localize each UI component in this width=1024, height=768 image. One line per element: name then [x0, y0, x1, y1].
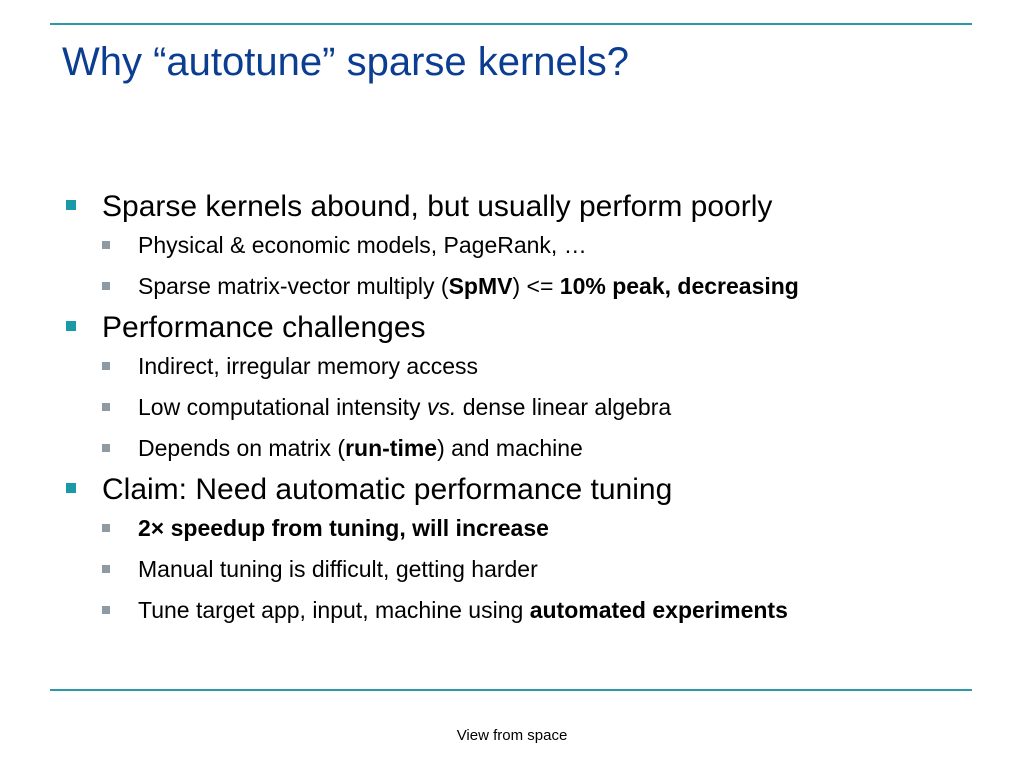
bullet-level2: [62, 433, 982, 463]
bullet-level1: [62, 471, 982, 509]
bullet-level2: [62, 554, 982, 584]
square-bullet-icon: [66, 200, 76, 210]
bullet-level2: [62, 230, 982, 260]
square-bullet-icon: [66, 321, 76, 331]
bullet-level2: [62, 392, 982, 422]
bullet-text: Low computational intensity vs. dense linear algebra: [138, 394, 672, 420]
bullet-text: Claim: Need automatic performance tuning: [102, 473, 673, 506]
bullet-level2: [62, 595, 982, 625]
bullet-text: Physical & economic models, PageRank, …: [138, 232, 587, 258]
bullet-text: Sparse matrix-vector multiply (SpMV) <= 10% peak, decreasing: [138, 273, 799, 299]
square-bullet-icon: [102, 565, 110, 573]
bullet-text: Sparse kernels abound, but usually perform poorly: [102, 190, 773, 223]
bullet-text: Manual tuning is difficult, getting harder: [138, 556, 538, 582]
square-bullet-icon: [102, 524, 110, 532]
slide-footer: View from space: [456, 727, 568, 744]
slide-body: [62, 188, 982, 625]
square-bullet-icon: [66, 483, 76, 493]
bullet-text: Performance challenges: [102, 311, 426, 344]
bullet-level1: [62, 188, 982, 226]
bullet-level2: [62, 513, 982, 543]
square-bullet-icon: [102, 241, 110, 249]
bullet-text: Depends on matrix (run-time) and machine: [138, 435, 583, 461]
bottom-divider: [50, 689, 972, 691]
bullet-level2: [62, 271, 982, 301]
square-bullet-icon: [102, 403, 110, 411]
bullet-text: Indirect, irregular memory access: [138, 353, 478, 379]
bullet-text: Tune target app, input, machine using automated experiments: [138, 597, 788, 623]
top-divider: [50, 23, 972, 25]
slide-title: Why “autotune” sparse kernels?: [62, 40, 629, 84]
square-bullet-icon: [102, 282, 110, 290]
bullet-level2: [62, 351, 982, 381]
bullet-text: 2× speedup from tuning, will increase: [138, 515, 549, 541]
square-bullet-icon: [102, 606, 110, 614]
square-bullet-icon: [102, 444, 110, 452]
bullet-level1: [62, 309, 982, 347]
square-bullet-icon: [102, 362, 110, 370]
